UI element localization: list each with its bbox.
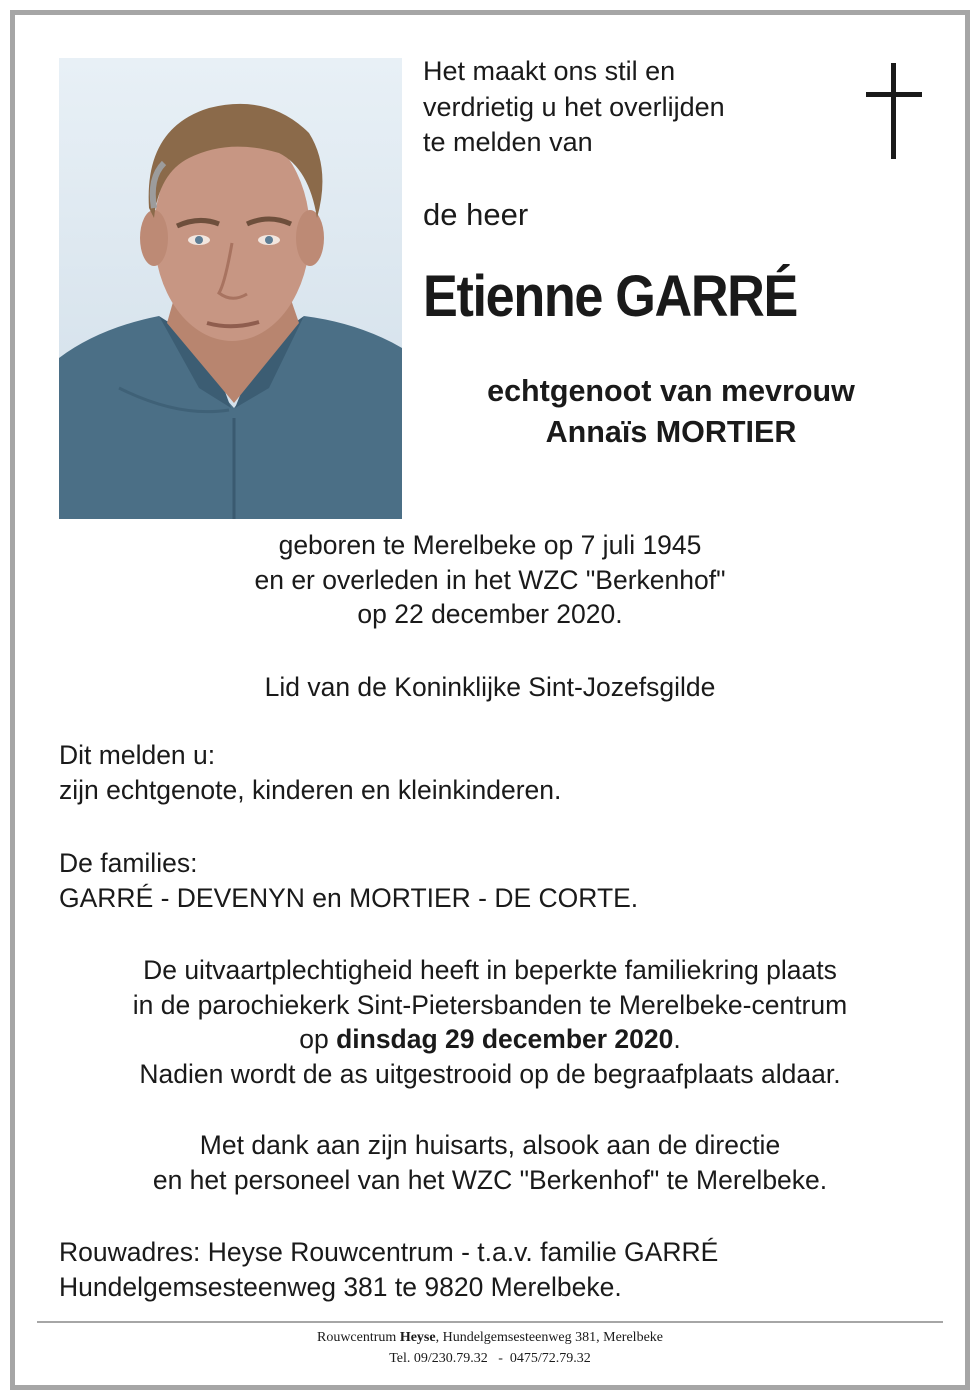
intro-line: te melden van — [423, 127, 593, 157]
ceremony-date-line — [15, 1022, 965, 1057]
footer-address: , Hundelgemsesteenweg 381, Merelbeke — [435, 1330, 664, 1345]
salutation: de heer — [423, 197, 529, 232]
address-line: Hundelgemsesteenweg 381 te 9820 Merelbeke. — [59, 1271, 622, 1302]
ceremony — [15, 953, 965, 1091]
mourning-address — [59, 1235, 718, 1304]
ceremony-date-prefix: op — [299, 1024, 337, 1054]
intro-line: verdrietig u het overlijden — [423, 91, 725, 122]
death-date-line: op 22 december 2020. — [357, 599, 623, 629]
death-place-line: en er overleden in het WZC "Berkenhof" — [254, 564, 726, 595]
thanks-line: Met dank aan zijn huisarts, alsook aan de directie — [199, 1130, 781, 1160]
families — [59, 846, 638, 915]
life-details — [15, 528, 965, 632]
announcers-heading: Dit melden u: — [59, 740, 216, 770]
families-heading: De families: — [59, 848, 198, 878]
footer-brand: Heyse — [399, 1330, 436, 1345]
spouse-line: echtgenoot van mevrouw — [487, 374, 855, 408]
families-list: GARRÉ - DEVENYN en MORTIER - DE CORTE. — [59, 882, 639, 913]
intro-line: Het maakt ons stil en — [423, 56, 676, 86]
ceremony-line: Nadien wordt de as uitgestrooid op de begraafplaats aldaar. — [139, 1058, 841, 1089]
deceased-name: Etienne GARRÉ — [423, 264, 798, 329]
ceremony-line: De uitvaartplechtigheid heeft in beperkte familiekring plaats — [143, 955, 837, 985]
footer-company — [15, 1330, 965, 1346]
announcers — [59, 738, 561, 807]
address-line: Rouwadres: Heyse Rouwcentrum - t.a.v. familie GARRÉ — [59, 1237, 719, 1267]
footer-divider — [37, 1321, 943, 1323]
footer-phones: Tel. 09/230.79.32 - 0475/72.79.32 — [389, 1351, 591, 1366]
thanks-line: en het personeel van het WZC "Berkenhof" te Merelbeke. — [152, 1164, 828, 1195]
spouse-name: Annaïs MORTIER — [545, 415, 797, 449]
ceremony-date: dinsdag 29 december 2020 — [336, 1024, 674, 1054]
footer-prefix: Rouwcentrum — [316, 1330, 400, 1345]
membership: Lid van de Koninklijke Sint-Jozefsgilde — [264, 672, 716, 702]
birth-line: geboren te Merelbeke op 7 juli 1945 — [278, 530, 702, 560]
intro-text — [423, 54, 725, 161]
cross-icon — [866, 63, 922, 159]
portrait-photo — [59, 58, 402, 519]
thanks — [15, 1128, 965, 1197]
ceremony-line: in de parochiekerk Sint-Pietersbanden te Merelbeke-centrum — [132, 989, 848, 1020]
ceremony-date-suffix: . — [673, 1024, 681, 1054]
announcers-list: zijn echtgenote, kinderen en kleinkinderen. — [59, 774, 562, 805]
